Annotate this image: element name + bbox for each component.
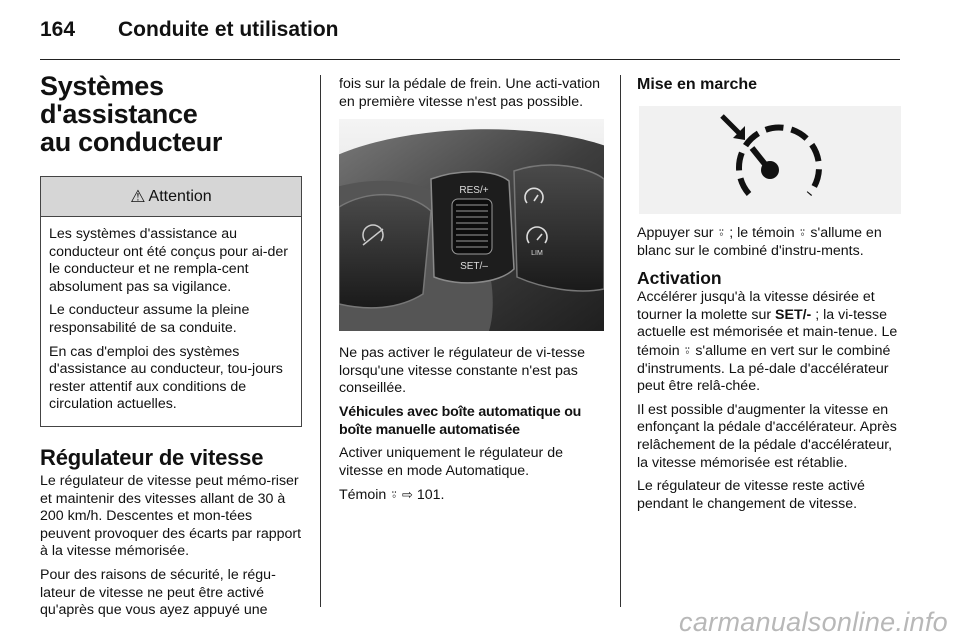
page-number: 164 <box>40 18 76 41</box>
column-divider-1 <box>320 75 321 607</box>
mise-en-marche-title: Mise en marche <box>637 76 758 93</box>
cruise-safety-paragraph: Pour des raisons de sécurité, le régu-lateur de vitesse ne peut être activé qu'après que vous ayez appuyé une <box>40 566 276 619</box>
main-title <box>40 72 302 156</box>
section-title: Régulateur de vitesse <box>40 444 264 470</box>
header-rule <box>40 59 900 60</box>
automatic-gearbox-heading: Véhicules avec boîte automatique ou boîte manuelle automatisée <box>339 403 582 438</box>
continuation-paragraph: fois sur la pédale de frein. Une acti-vation en première vitesse n'est pas possible. <box>339 76 601 110</box>
page-section-title: Conduite et utilisation <box>118 18 339 41</box>
activation-title: Activation <box>637 268 722 289</box>
warning-paragraph: Ne pas activer le régulateur de vi-tesse lorsqu'une vitesse constante n'est pas conseillée. <box>339 345 586 397</box>
warning-triangle-icon: ⚠ <box>130 186 146 206</box>
reference-arrow-icon: ⇨ <box>402 487 413 503</box>
temoin-reference <box>339 486 604 505</box>
mise-en-marche-text-a: Appuyer sur <box>637 225 714 241</box>
attention-title: Attention <box>148 187 212 205</box>
cruise-control-icon: ⍤ <box>717 225 726 240</box>
activation-paragraph <box>637 289 905 396</box>
set-label: SET/– <box>460 261 488 273</box>
cruise-control-icon: ⍤ <box>798 225 807 240</box>
cruise-control-button-figure <box>639 106 901 214</box>
attention-paragraph-2: Le conducteur assume la pleine responsabilité de sa conduite. <box>49 302 250 336</box>
cruise-control-symbol <box>639 106 901 214</box>
attention-body <box>41 217 301 426</box>
activation-text-a: Accélérer jusqu'à la vitesse désirée et tourner la molette sur <box>637 289 875 323</box>
main-title-line-2: au conducteur <box>40 127 223 157</box>
temoin-page-ref: 101. <box>416 487 445 504</box>
gear-change-paragraph: Le régulateur de vitesse reste activé pendant le changement de vitesse. <box>637 478 865 512</box>
attention-header <box>41 177 301 217</box>
column-1 <box>40 72 302 626</box>
page-header <box>40 18 920 54</box>
lim-label: LIM <box>531 250 543 258</box>
set-minus-label: SET/- <box>775 306 812 323</box>
mise-en-marche-text-b: ; le témoin <box>729 225 795 241</box>
attention-paragraph-1: Les systèmes d'assistance au conducteur ont été conçus pour ai-der le conducteur et ne rempla-cent absolument pas sa vigilance. <box>49 226 288 295</box>
mise-en-marche-paragraph <box>637 224 905 260</box>
cruise-control-icon: ⍤ <box>683 342 692 358</box>
steering-wheel-controls-photo <box>339 119 604 331</box>
res-label: RES/+ <box>459 185 489 197</box>
cruise-intro-paragraph: Le régulateur de vitesse peut mémo-riser et maintenir des vitesses allant de 30 à 200 km/h. Descentes et mon-tées peuvent provoquer des écarts par rapport à la vitesse mémorisée. <box>40 472 302 560</box>
column-3 <box>637 76 905 519</box>
activation-text-c: s'allume en vert sur le combiné d'instruments. La pé-dale d'accélérateur peut être relâ-chée. <box>637 342 891 395</box>
column-divider-2 <box>620 75 621 607</box>
activation-text-b: ; la vi-tesse actuelle est mémorisée et main-tenue. Le témoin <box>637 306 898 359</box>
increase-speed-paragraph: Il est possible d'augmenter la vitesse en enfonçant la pédale d'accélérateur. Après relâchement de la pédale d'accélérateur, la vitesse mémorisée est rétablie. <box>637 401 897 471</box>
main-title-line-1: Systèmes d'assistance <box>40 71 198 129</box>
attention-box <box>40 176 302 427</box>
temoin-label: Témoin <box>339 487 387 504</box>
column-2 <box>339 76 604 511</box>
cruise-control-icon: ⍤ <box>390 487 399 503</box>
attention-paragraph-3: En cas d'emploi des systèmes d'assistance au conducteur, tou-jours rester attentif aux conditions de circulation actuelles. <box>49 343 283 413</box>
mise-en-marche-text-c: s'allume en blanc sur le combiné d'instru-ments. <box>637 225 882 259</box>
automatic-mode-paragraph: Activer uniquement le régulateur de vitesse en mode Automatique. <box>339 445 563 479</box>
watermark: carmanualsonline.info <box>679 607 948 637</box>
steering-wheel-illustration <box>339 119 604 331</box>
